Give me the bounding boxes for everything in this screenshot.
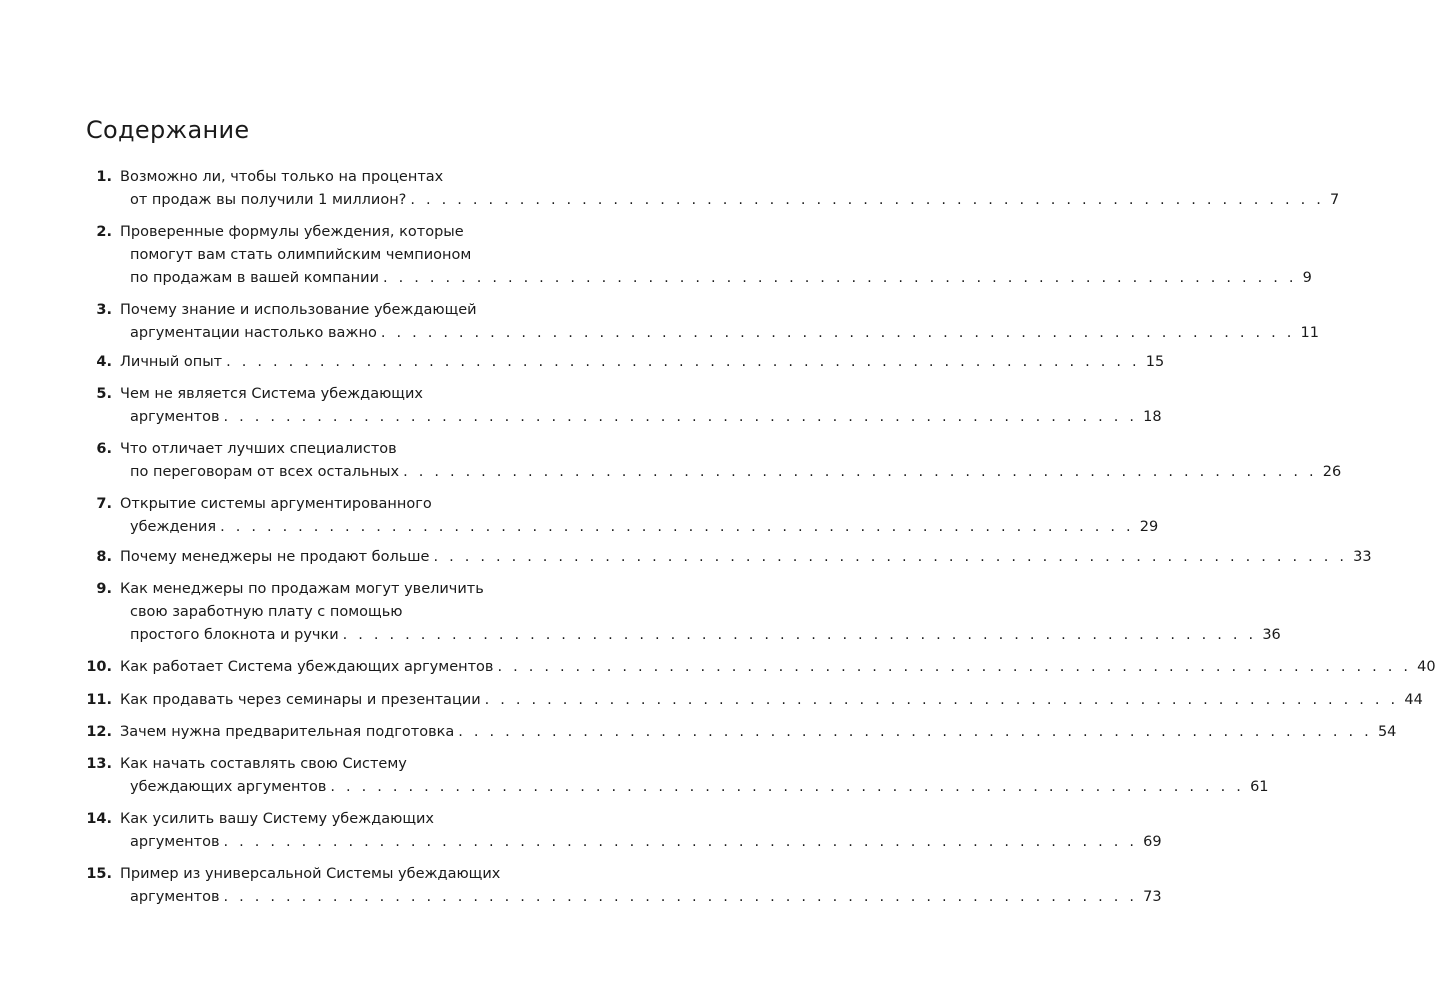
toc-entry-page-number: 7: [1330, 192, 1340, 208]
toc-entry-page-number: 11: [1300, 325, 1319, 341]
toc-entry-last-line: [130, 516, 1159, 539]
dot-leader: . . . . . . . . . . . . . . . . . . . . . . . . . . . . . . . . . . . . . . . . . . . . . . . . . . . . . . . . . . .: [342, 627, 1257, 643]
toc-entry-title-line: Чем не является Система убеждающих: [120, 386, 423, 402]
dot-leader: . . . . . . . . . . . . . . . . . . . . . . . . . . . . . . . . . . . . . . . . . . . . . . . . . . . . . . . . . . .: [497, 659, 1412, 675]
toc-entry-last-line: [130, 406, 1162, 429]
toc-entry-last-line: [130, 461, 1342, 484]
dot-leader: . . . . . . . . . . . . . . . . . . . . . . . . . . . . . . . . . . . . . . . . . . . . . . . . . . . . . . . . . . .: [220, 519, 1134, 535]
toc-entry-number: 8.: [96, 549, 112, 565]
toc-entry-number: 6.: [96, 441, 112, 457]
toc-entry-page-number: 26: [1322, 464, 1342, 480]
toc-entry-title-line: по переговорам от всех остальных: [130, 464, 400, 480]
toc-entry-number: 13.: [86, 756, 112, 772]
toc-entry-number: 1.: [96, 169, 112, 185]
toc-entry-title-line: Почему менеджеры не продают больше: [120, 549, 430, 565]
toc-entry-title-line: Пример из универсальной Системы убеждающих: [120, 866, 501, 882]
toc-entry-title-line: убеждающих аргументов: [130, 779, 327, 795]
toc-entry-number: 15.: [86, 866, 112, 882]
toc-entry-number: 14.: [86, 811, 112, 827]
toc-entry-title-line: свою заработную плату с помощью: [130, 604, 403, 620]
toc-entry-number: 3.: [96, 302, 112, 318]
toc-entry-page-number: 33: [1353, 549, 1372, 565]
toc-entry-page-number: 36: [1262, 627, 1281, 643]
dot-leader: . . . . . . . . . . . . . . . . . . . . . . . . . . . . . . . . . . . . . . . . . . . . . . . . . . . . . . . . . . .: [383, 270, 1297, 286]
toc-entry-page-number: 9: [1302, 270, 1312, 286]
toc-entry-title-line: Зачем нужна предварительная подготовка: [120, 724, 455, 740]
toc-entry-page-number: 73: [1143, 889, 1162, 905]
toc-entry-title-line: убеждения: [130, 519, 217, 535]
toc-entry-number: 7.: [96, 496, 112, 512]
toc-entry-last-line: [120, 689, 1423, 712]
toc-entry-last-line: [130, 322, 1319, 345]
toc-entry-last-line: [120, 351, 1165, 374]
toc-entry-title-line: аргументации настолько важно: [130, 325, 377, 341]
toc-entry-number: 9.: [96, 581, 112, 597]
toc-entry-title-line: Как начать составлять свою Систему: [120, 756, 407, 772]
toc-entry-title-line: Как продавать через семинары и презентации: [120, 692, 481, 708]
toc-entry-last-line: [120, 546, 1372, 569]
toc-entry-last-line: [130, 886, 1162, 909]
toc-entry-page-number: 54: [1377, 724, 1397, 740]
toc-entry-title-line: Личный опыт: [120, 354, 223, 370]
toc-entry-last-line: [120, 656, 1436, 679]
toc-entry-last-line: [120, 721, 1397, 744]
toc-entry-number: 5.: [96, 386, 112, 402]
toc-entry-title-line: Почему знание и использование убеждающей: [120, 302, 477, 318]
dot-leader: . . . . . . . . . . . . . . . . . . . . . . . . . . . . . . . . . . . . . . . . . . . . . . . . . . . . . . . . . . .: [410, 192, 1325, 208]
toc-entry-title-line: Проверенные формулы убеждения, которые: [120, 224, 464, 240]
dot-leader: . . . . . . . . . . . . . . . . . . . . . . . . . . . . . . . . . . . . . . . . . . . . . . . . . . . . . . . . . . .: [223, 834, 1138, 850]
toc-entry-last-line: [130, 189, 1340, 212]
toc-entry-number: 10.: [86, 659, 112, 675]
toc-entry-number: 2.: [96, 224, 112, 240]
dot-leader: . . . . . . . . . . . . . . . . . . . . . . . . . . . . . . . . . . . . . . . . . . . . . . . . . . . . . . . . . . .: [223, 889, 1138, 905]
toc-entry-title-line: Как работает Система убеждающих аргументов: [120, 659, 494, 675]
toc-entry-title-line: Возможно ли, чтобы только на процентах: [120, 169, 444, 185]
toc-entry-page-number: 61: [1250, 779, 1269, 795]
toc-entry-title-line: аргументов: [130, 834, 220, 850]
dot-leader: . . . . . . . . . . . . . . . . . . . . . . . . . . . . . . . . . . . . . . . . . . . . . . . . . . . . . . . . . . .: [433, 549, 1348, 565]
toc-entry-title-line: Как менеджеры по продажам могут увеличить: [120, 581, 484, 597]
toc-entry-title-line: Что отличает лучших специалистов: [120, 441, 397, 457]
toc-entry-page-number: 40: [1417, 659, 1436, 675]
toc-entry-number: 11.: [86, 692, 112, 708]
toc-entry-title-line: Как усилить вашу Систему убеждающих: [120, 811, 435, 827]
toc-entry-page-number: 18: [1143, 409, 1162, 425]
toc-entry-page-number: 29: [1139, 519, 1159, 535]
page-title: Содержание: [86, 116, 250, 144]
toc-entry-number: 4.: [96, 354, 112, 370]
toc-entry-title-line: аргументов: [130, 409, 220, 425]
toc-entry-last-line: [130, 624, 1281, 647]
toc-entry-title-line: по продажам в вашей компании: [130, 270, 379, 286]
dot-leader: . . . . . . . . . . . . . . . . . . . . . . . . . . . . . . . . . . . . . . . . . . . . . . . . . . . . . . . . . . .: [380, 325, 1295, 341]
toc-entry-page-number: 69: [1143, 834, 1162, 850]
toc-entry-last-line: [130, 776, 1269, 799]
toc-entry-last-line: [130, 267, 1312, 290]
toc-entry-last-line: [130, 831, 1162, 854]
dot-leader: . . . . . . . . . . . . . . . . . . . . . . . . . . . . . . . . . . . . . . . . . . . . . . . . . . . . . . . . . . .: [226, 354, 1140, 370]
toc-entry-title-line: помогут вам стать олимпийским чемпионом: [130, 247, 472, 263]
toc-entry-title-line: аргументов: [130, 889, 220, 905]
dot-leader: . . . . . . . . . . . . . . . . . . . . . . . . . . . . . . . . . . . . . . . . . . . . . . . . . . . . . . . . . . .: [458, 724, 1372, 740]
dot-leader: . . . . . . . . . . . . . . . . . . . . . . . . . . . . . . . . . . . . . . . . . . . . . . . . . . . . . . . . . . .: [403, 464, 1317, 480]
toc-entry-title-line: от продаж вы получили 1 миллион?: [130, 192, 407, 208]
toc-entry-title-line: простого блокнота и ручки: [130, 627, 339, 643]
dot-leader: . . . . . . . . . . . . . . . . . . . . . . . . . . . . . . . . . . . . . . . . . . . . . . . . . . . . . . . . . . .: [484, 692, 1399, 708]
toc-entry-page-number: 44: [1404, 692, 1423, 708]
toc-entry-title-line: Открытие системы аргументированного: [120, 496, 432, 512]
toc-entry-number: 12.: [86, 724, 112, 740]
dot-leader: . . . . . . . . . . . . . . . . . . . . . . . . . . . . . . . . . . . . . . . . . . . . . . . . . . . . . . . . . . .: [330, 779, 1245, 795]
toc-entry-page-number: 15: [1145, 354, 1165, 370]
dot-leader: . . . . . . . . . . . . . . . . . . . . . . . . . . . . . . . . . . . . . . . . . . . . . . . . . . . . . . . . . . .: [223, 409, 1138, 425]
